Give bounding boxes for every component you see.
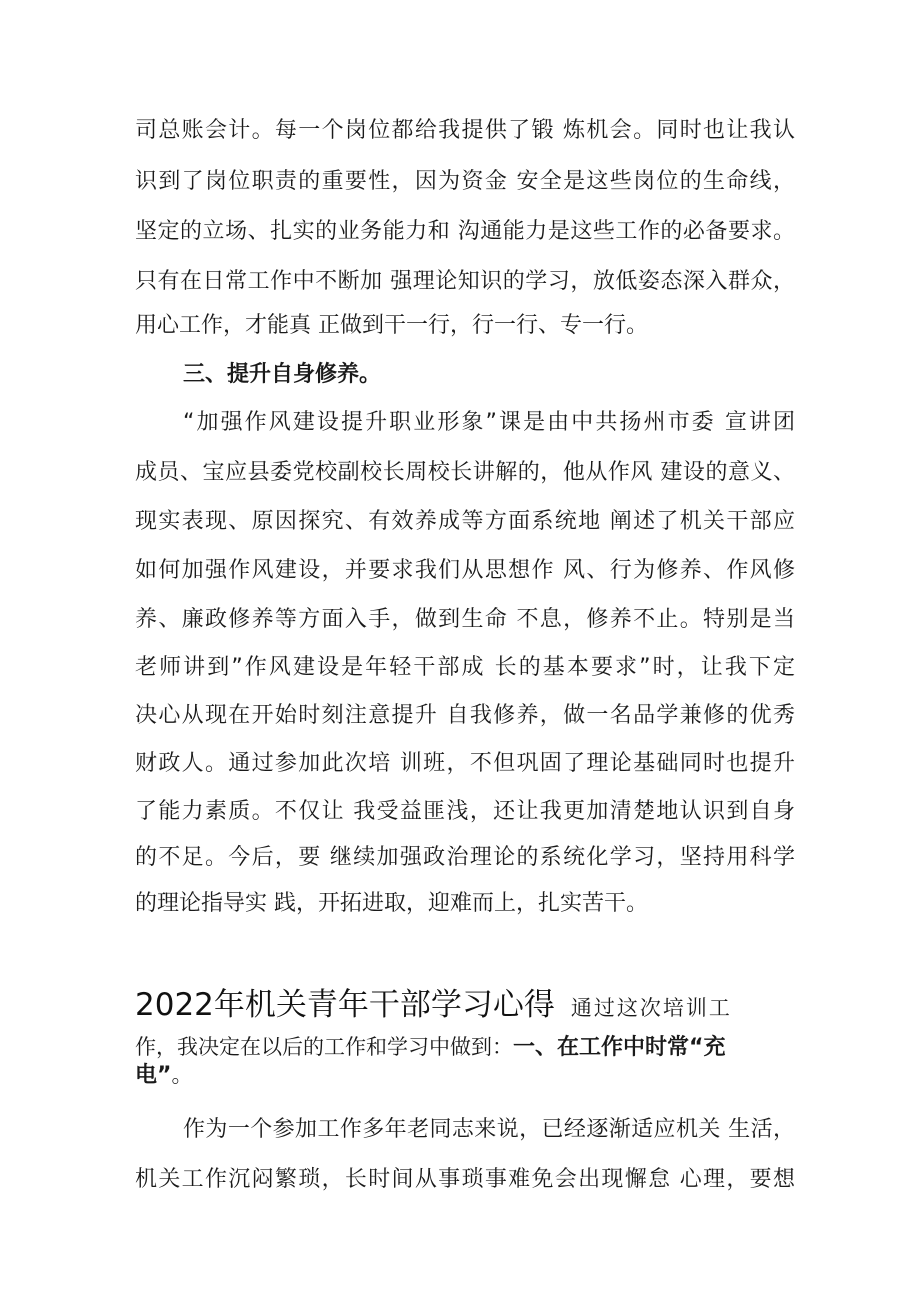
section-heading: 三、提升自身修养。 bbox=[183, 362, 382, 387]
body-text-line: 财政人。通过参加此次培 训班，不但巩固了理论基础同时也提升 bbox=[135, 751, 795, 776]
body-text-line: 决心从现在开始时刻注意提升 自我修养，做一名品学兼修的优秀 bbox=[135, 703, 795, 728]
body-text-line: 识到了岗位职责的重要性，因为资金 安全是这些岗位的生命线， bbox=[135, 169, 795, 194]
title-trailing-text: 通过这次培训工 bbox=[570, 996, 732, 1020]
body-text-line: 的理论指导实 践，开拓进取，迎难而上，扎实苦干。 bbox=[135, 891, 648, 916]
body-text-line: 用心工作，才能真 正做到干一行，行一行、专一行。 bbox=[135, 313, 648, 338]
body-text-line: 机关工作沉闷繁琐，长时间从事琐事难免会出现懈怠 心理，要想 bbox=[135, 1167, 795, 1192]
body-text-line: 了能力素质。不仅让 我受益匪浅，还让我更加清楚地认识到自身 bbox=[135, 799, 795, 824]
body-text-line: 老师讲到”作风建设是年轻干部成 长的基本要求”时，让我下定 bbox=[135, 655, 795, 680]
intro-line bbox=[135, 1033, 795, 1062]
body-text-line: 成员、宝应县委党校副校长周校长讲解的，他从作风 建设的意义、 bbox=[135, 460, 795, 485]
body-text-line: 如何加强作风建设，并要求我们从思想作 风、行为修养、作风修 bbox=[135, 558, 795, 583]
body-text-line: 养、廉政修养等方面入手，做到生命 不息，修养不止。特别是当 bbox=[135, 607, 795, 632]
body-text-line: 司总账会计。每一个岗位都给我提供了锻 炼机会。同时也让我认 bbox=[135, 118, 795, 143]
body-text-line: “加强作风建设提升职业形象”课是由中共扬州市委 宣讲团 bbox=[183, 410, 795, 435]
body-text-line: 现实表现、原因探究、有效养成等方面系统地 阐述了机关干部应 bbox=[135, 509, 795, 534]
intro-text: 作，我决定在以后的工作和学习中做到： bbox=[135, 1035, 513, 1059]
body-text-line: 坚定的立场、扎实的业务能力和 沟通能力是这些工作的必备要求。 bbox=[135, 219, 795, 244]
body-text-line: 只有在日常工作中不断加 强理论知识的学习，放低姿态深入群众， bbox=[135, 269, 795, 294]
article-title-row bbox=[135, 985, 795, 1028]
article-title: 2022年机关青年干部学习心得 bbox=[135, 987, 555, 1023]
subheading-text: 一、在工作中时常“充 bbox=[513, 1035, 726, 1060]
subheading-text: 电” bbox=[135, 1063, 172, 1088]
intro-line bbox=[135, 1061, 795, 1090]
intro-text: 。 bbox=[171, 1063, 193, 1087]
body-text-line: 的不足。今后，要 继续加强政治理论的系统化学习，坚持用科学 bbox=[135, 845, 795, 870]
body-text-line: 作为一个参加工作多年老同志来说，已经逐渐适应机关 生活， bbox=[183, 1117, 795, 1142]
